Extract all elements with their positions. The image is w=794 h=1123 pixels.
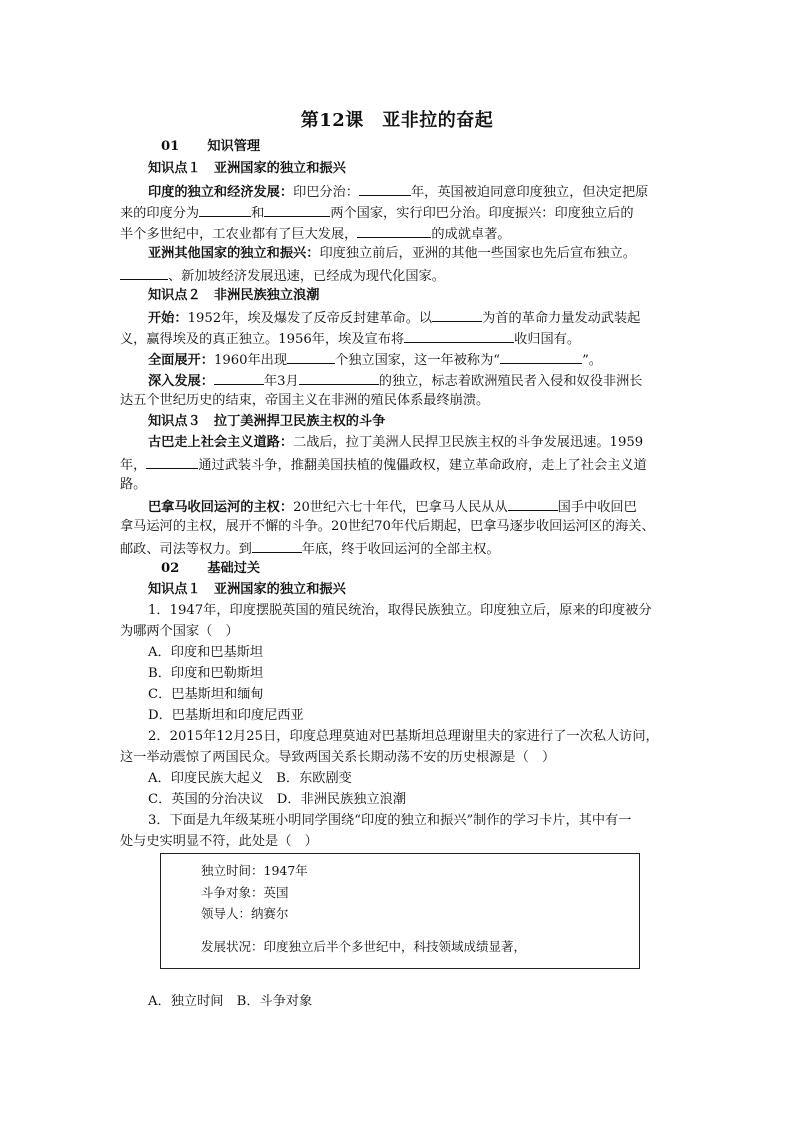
text-span: 半个多世纪中，工农业都有了巨大发展， [120, 227, 358, 242]
paragraph-line [120, 328, 580, 350]
paragraph-line [120, 454, 647, 476]
paragraph-line [148, 370, 642, 392]
fill-blank[interactable] [508, 496, 558, 511]
paragraph-line: 拿马运河的主权，展开不懈的斗争。20世纪70年代后期起，巴拿马逐步收回运河区的海关、 [120, 519, 655, 534]
fill-blank[interactable] [214, 370, 264, 385]
knowledge-point-heading: 知识点２ 非洲民族独立浪潮 [148, 288, 320, 303]
card-line-development: 发展状况：印度独立后半个多世纪中，科技领域成绩显著， [201, 939, 527, 954]
paragraph-lead: 印度的独立和经济发展： [148, 185, 294, 200]
paragraph-line [148, 433, 643, 453]
text-span: 年， [120, 458, 147, 473]
fill-blank[interactable] [264, 202, 330, 217]
paragraph-line [148, 349, 602, 371]
question-stem: 3．下面是九年级某班小明同学围绕“印度的独立和振兴”制作的学习卡片，其中有一 [148, 813, 632, 828]
text-span: 两个国家，实行印巴分治。印度振兴：印度独立后的 [330, 206, 634, 221]
text-span: 的独立，标志着欧洲殖民者入侵和奴役非洲长 [378, 374, 643, 389]
fill-blank[interactable] [299, 370, 379, 385]
answer-option[interactable]: A．印度民族大起义 B．东欧剧变 [148, 771, 352, 786]
text-span: 年3月 [263, 374, 299, 389]
text-span: 和 [251, 206, 265, 221]
text-span: 年，英国被迫同意印度独立，但决定把原 [411, 185, 649, 200]
fill-blank[interactable] [287, 349, 335, 364]
fill-blank[interactable] [404, 328, 514, 343]
fill-blank[interactable] [357, 223, 431, 238]
fill-blank[interactable] [359, 181, 411, 196]
study-card [160, 853, 640, 969]
paragraph-line: 路。 [120, 477, 147, 492]
lesson-title: 第12课 亚非拉的奋起 [300, 110, 494, 131]
text-span: 、新加坡经济发展迅速，已经成为现代化国家。 [168, 269, 445, 284]
fill-blank[interactable] [432, 307, 482, 322]
paragraph-lead: 全面展开： [148, 353, 214, 368]
question-stem: 为哪两个国家（ ） [120, 624, 239, 639]
section-number: 01 [161, 139, 180, 154]
section-label: 基础过关 [207, 561, 261, 576]
text-span: ”。 [582, 353, 602, 368]
text-span: 收归国有。 [514, 332, 581, 347]
question-stem: 这一举动震惊了两国民众。导致两国关系长期动荡不安的历史根源是（ ） [120, 750, 556, 765]
knowledge-point-heading: 知识点３ 拉丁美洲捍卫民族主权的斗争 [148, 414, 386, 429]
answer-option[interactable]: A．印度和巴基斯坦 [148, 645, 264, 660]
text-span: 20世纪六七十年代，巴拿马人民从从 [293, 500, 508, 515]
text-span: 的成就卓著。 [431, 227, 511, 242]
text-span: 邮政、司法等权力。到 [120, 542, 252, 557]
text-span: 为首的革命力量发动武装起 [482, 311, 641, 326]
card-line-leader: 领导人：纳赛尔 [201, 906, 289, 921]
fill-blank[interactable] [199, 202, 251, 217]
answer-option[interactable]: C．巴基斯坦和缅甸 [148, 687, 264, 702]
section-number: 02 [161, 561, 180, 576]
paragraph-line [120, 223, 511, 245]
text-span: 1960年出现 [213, 353, 288, 368]
paragraph-lead: 深入发展： [148, 374, 214, 389]
fill-blank[interactable] [252, 538, 302, 553]
paragraph-lead: 亚洲其他国家的独立和振兴： [148, 246, 320, 261]
question-stem: 2．2015年12月25日，印度总理莫迪对巴基斯坦总理谢里夫的家进行了一次私人访问， [148, 729, 659, 744]
question-stem: 处与史实明显不符，此处是（ ） [120, 834, 318, 849]
card-line-independence-time: 独立时间：1947年 [201, 863, 308, 878]
text-span: 年底，终于收回运河的全部主权。 [301, 542, 500, 557]
section-heading-knowledge [161, 137, 260, 157]
text-span: 国手中收回巴 [557, 500, 637, 515]
text-span: 二战后，拉丁美洲人民捍卫民族主权的斗争发展迅速。1959 [293, 435, 644, 450]
paragraph-lead: 开始： [148, 311, 188, 326]
paragraph-line [148, 496, 637, 518]
text-span: 印度独立前后，亚洲的其他一些国家也先后宣布独立。 [319, 246, 636, 261]
paragraph-line [120, 538, 500, 560]
knowledge-point-heading: 知识点１ 亚洲国家的独立和振兴 [148, 582, 346, 597]
answer-option[interactable]: A．独立时间 B．斗争对象 [148, 994, 313, 1009]
knowledge-point-heading: 知识点１ 亚洲国家的独立和振兴 [148, 161, 346, 176]
answer-option[interactable]: B．印度和巴勒斯坦 [148, 666, 264, 681]
paragraph-line [148, 307, 640, 329]
text-span: 义，赢得埃及的真正独立。1956年，埃及宣布将 [120, 332, 405, 347]
paragraph-line [148, 181, 648, 203]
fill-blank[interactable] [146, 454, 198, 469]
paragraph-lead: 巴拿马收回运河的主权： [148, 500, 294, 515]
section-label: 知识管理 [207, 139, 261, 154]
paragraph-lead: 古巴走上社会主义道路： [148, 435, 294, 450]
question-stem: 1．1947年，印度摆脱英国的殖民统治，取得民族独立。印度独立后，原来的印度被分 [148, 603, 652, 618]
text-span: 通过武装斗争，推翻美国扶植的傀儡政权，建立革命政府，走上了社会主义道 [198, 458, 647, 473]
text-span: 印巴分治： [293, 185, 359, 200]
paragraph-line [120, 202, 634, 224]
text-span: 1952年，埃及爆发了反帝反封建革命。以 [187, 311, 433, 326]
text-span: 个独立国家，这一年被称为“ [335, 353, 501, 368]
paragraph-line: 达五个世纪历史的结束，帝国主义在非洲的殖民体系最终崩溃。 [120, 393, 490, 408]
card-line-struggle-target: 斗争对象：英国 [201, 885, 289, 900]
paragraph-line [148, 244, 636, 264]
paragraph-line [120, 265, 445, 287]
answer-option[interactable]: D．巴基斯坦和印度尼西亚 [148, 708, 304, 723]
text-span: 来的印度分为 [120, 206, 200, 221]
fill-blank[interactable] [120, 265, 168, 280]
fill-blank[interactable] [500, 349, 582, 364]
answer-option[interactable]: C．英国的分治决议 D．非洲民族独立浪潮 [148, 792, 407, 807]
section-heading-basics [161, 559, 260, 579]
